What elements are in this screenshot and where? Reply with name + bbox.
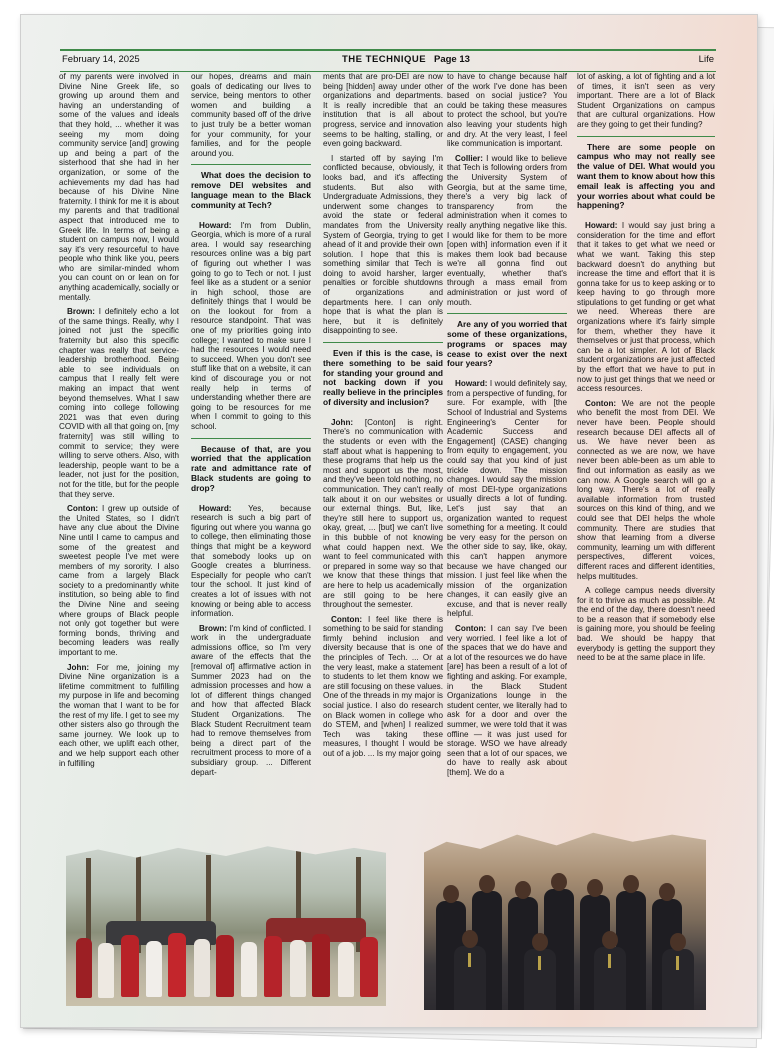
group-photo-outdoors xyxy=(66,843,386,1006)
article-paragraph xyxy=(191,72,311,158)
head xyxy=(462,930,478,948)
paragraph-text: For me, joining my Divine Nine organization is a lifetime commitment to fulfilling my purpose in life and becoming the woman that I want to be for the rest of my life. I get to see my other sisters also go through the same journey. We look up to each other, we uplift each other, and we help support each other in fulfilling xyxy=(59,662,179,768)
interview-question: What does the decision to remove DEI websites and language mean to the Black community at Tech? xyxy=(191,164,311,210)
article-paragraph xyxy=(59,663,179,769)
paragraph-text: I started off by saying I'm conflicted because, obviously, it looks bad, and it's affecting students. But also with Undergraduate Admissions, they underwent some changes to avoid the state or federal mandates from the University System of Georgia, trying to get ahead of it and provide their own solution. I hope that this is something similar that Tech is doing to avoid harsher, larger penalties or forcible shutdowns of organizations and departments here. I can only hope that is what the plan is here, but it is definitely disappointing to see. xyxy=(323,153,443,336)
head xyxy=(479,875,495,893)
speaker-name: Conton: xyxy=(67,504,99,514)
paragraph-text: to have to change because half of the work I've done has been based on social justice? You could be taking these measures to protect the school, but you're also leaving your students high and dry. At the very least, I feel like communication is important. xyxy=(447,72,567,149)
paragraph-text: lot of asking, a lot of fighting and a lot of times, it isn't seen as very important. There are a lot of Black Student Organizations on campus that are cultural organizations. How are they going to get their funding? xyxy=(577,72,715,129)
speaker-name: Howard: xyxy=(199,503,232,513)
article-paragraph xyxy=(323,72,443,149)
article-paragraph xyxy=(447,154,567,308)
article-paragraph xyxy=(447,379,567,619)
head xyxy=(659,883,675,901)
paragraph-text: I can say I've been very worried. I feel like a lot of the spaces that we do have and a lot of the resources we do have [are] has been a result of a lot of fighting and asking. For example, in the Black Student Organizations lounge in the student center, we literally had to ask for a door and over the summer, we were told that it was offline — it was just used for storage. WSO we have already seen that a lot of our spaces, we do have to really ask about [them]. We do a xyxy=(447,624,567,777)
article-column-2 xyxy=(191,72,311,782)
interview-question: Even if this is the case, is there something to be said for standing your ground and not backing down if you really believe in the principles of diversity and inclusion? xyxy=(323,342,443,408)
speaker-name: Howard: xyxy=(585,221,618,231)
article-column-3 xyxy=(323,72,443,764)
paragraph-text: Yes, because research is such a big part of figuring out where you wanna go to college, then eliminating those things that might be a keyword that somebody looks up on Google creates a blurriness. Especially for people who can't tour the school. It just kind of creates a lot of issues with not knowing or being able to access information. xyxy=(191,503,311,619)
person xyxy=(168,933,186,997)
interview-question: Because of that, are you worried that the application rate and admittance rate of Black students are going to drop? xyxy=(191,438,311,494)
article-paragraph xyxy=(59,504,179,658)
head xyxy=(602,931,618,949)
speaker-name: Howard: xyxy=(455,379,488,389)
person xyxy=(76,938,92,998)
paragraph-text: [Conton] is right. There's no communication with the students or even with the staff about what is happening to these programs that help us the most and support us the most, and they've been told nothing, no communication. They can't really talk about it on our websites or our external things. But, like, they're still here to support us, okay, great, ... [but] we can't live in this bubble of not knowing what could happen next. We want to feel communicated with or prepared in some way so that we know that these things that are here to help us academically are still going to be here throughout the semester. xyxy=(323,417,443,610)
paragraph-text: A college campus needs diversity for it to thrive as much as possible. At the end of the day, there doesn't need to be a reason that if somebody else is gaining more, you should be feeling bad. We should be happy that everybody is getting the support they need to be at the same place in life. xyxy=(577,586,715,663)
paragraph-text: I feel like there is something to be said for standing firmly behind inclusion and diversity because that is one of the principles of Tech. ... Or at the very least, make a statement to students to let them know we are still focusing on these values. One of the threads in my major is social justice. I also do research on Black women in college who do STEM, and [when] I realized Tech was taking these measures, I thought I would be out of a job. ... Is my major going xyxy=(323,614,444,758)
person xyxy=(338,942,354,997)
person xyxy=(194,939,210,997)
section-name: Life xyxy=(698,54,714,65)
speaker-name: Howard: xyxy=(199,220,232,230)
person xyxy=(290,940,306,997)
tie xyxy=(538,956,541,970)
speaker-name: Brown: xyxy=(67,307,95,317)
article-paragraph xyxy=(191,221,311,432)
tie xyxy=(468,953,471,967)
person xyxy=(312,934,330,997)
photo-strip xyxy=(66,825,706,1010)
interview-question: There are some people on campus who may not really see the value of DEI. What would you want them to know about how this email leak is affecting you and your worries about what could be happening? xyxy=(577,136,715,212)
article-paragraph xyxy=(323,418,443,610)
issue-date: February 14, 2025 xyxy=(62,54,140,65)
tie xyxy=(608,954,611,968)
speaker-name: Brown: xyxy=(199,623,227,633)
paragraph-text: I grew up outside of the United States, so I didn't have any clue about the Divine Nine until I came to campus and some of the greatest and sweetest people I've met were members of my sorority. I also came from a largely Black society to a predominantly white institution, so being able to find the Divine Nine and seeing where groups of Black people not only got together but were forming bonds, thriving and becoming leaders was really important to me. xyxy=(59,504,179,658)
article-column-5 xyxy=(577,72,715,668)
speaker-name: Collier: xyxy=(455,153,483,163)
speaker-name: Conton: xyxy=(455,624,487,634)
publication-name: THE TECHNIQUE xyxy=(342,54,427,65)
article-column-1 xyxy=(59,72,179,773)
newspaper-page xyxy=(20,14,758,1028)
paragraph-text: of my parents were involved in Divine Nine Greek life, so growing up around them and having an understanding of some of the values and ideals that they hold, ... whether it was seeing my mom doing community service [and] growing up and being a part of the sisterhood that she had in her organization, or some of the achievements my dad has had because of his Divine Nine fraternity. I think for me it is about my parents and that traditional aspect that introduced me to Greek life. In terms of being a student on campus now, I would say it's very resourceful to have people who think like you, peers who are similar-minded whom you can count on or lean on for anything academically, socially or mentally. xyxy=(59,72,179,302)
paragraph-text: I would like to believe that Tech is following orders from the University System of Georgia, but at the same time, there's a very big lack of transparency from the administration when it comes to really anything negative like this. I would like for them to be more [open with] information even if it makes them look bad because we're all gonna find out eventually, whether that's through a mass email from administration or just word of mouth. xyxy=(447,153,568,307)
paragraph-text: I definitely echo a lot of the same things. Really, why I joined not just the specific fraternity but also this specific chapter was really that service-leadership brotherhood. Being able to see individuals on campus that I really felt were making an impact that went beyond themselves. What I saw coming into college following 2021 was that even during COVID with all that going on, [my fraternity] was still willing to commit to service; they were willing to serve others. Also, with leadership, people want to be a leader, not just for the position, not for the title, but for the people that they serve. xyxy=(59,307,179,499)
article-paragraph xyxy=(323,615,443,759)
article-paragraph xyxy=(577,72,715,130)
paragraph-text: I'm from Dublin, Georgia, which is more of a rural area. I would say researching resources online was a big part of figuring out whether I was going to go to Tech or not. I just feel like as a student or a senior in high school, those are definitely things that I would be on the lookout for from a resource standpoint. That was one of my priorities going into college; I wanted to make sure I had the resources I would need to succeed. When you don't see stuff like that on a website, it can kind of discourage you or not really help in terms of understanding whether there are going to be resources for me when I commit to going to this school. xyxy=(191,220,311,431)
head xyxy=(515,881,531,899)
paragraph-text: I would say just bring a consideration for the time and effort that it takes to get what we need or what we want. Taking this step backward doesn't do anything but increase the time and effort that it is gonna take for us to keep asking or to keep having to go through more stipulations to get funding or get what we need. Whereas there are organizations where it's fairly simple for them, whether they have it themselves or just that process, which can be a lot simpler. A lot of Black student organizations are just affected by the effort that we have to put in now to just get things that we need or access resources. xyxy=(577,221,715,394)
article-paragraph xyxy=(59,307,179,499)
head xyxy=(670,933,686,951)
head xyxy=(532,933,548,951)
speaker-name: Conton: xyxy=(331,614,363,624)
speaker-name: John: xyxy=(67,662,90,672)
paragraph-text: our hopes, dreams and main goals of dedicating our lives to service, being mentors to other women and building a community based off of the drive to just truly be a better woman for your community, for your families, and for the people around you. xyxy=(191,72,311,158)
person xyxy=(216,935,234,997)
speaker-name: Conton: xyxy=(585,398,617,408)
person xyxy=(98,943,114,998)
person xyxy=(146,941,162,997)
article-paragraph xyxy=(191,624,311,778)
page-number: Page 13 xyxy=(434,54,470,65)
speaker-name: John: xyxy=(331,417,354,427)
tie xyxy=(676,956,679,970)
group-photo-suits xyxy=(424,831,706,1010)
article-paragraph xyxy=(447,624,567,778)
paragraph-text: I'm kind of conflicted. I work in the undergraduate admissions office, so I'm very aware of the effects that the [removal of] affirmative action in Summer 2023 had on the admission processes and how a lot of different things changed and how that affected Black Student Organizations. The Black Student Recruitment team had to remove themselves from being a direct part of the recruitment process to more of a subsidiary group. ... Different depart- xyxy=(191,623,311,777)
head xyxy=(443,885,459,903)
article-paragraph xyxy=(59,72,179,302)
paragraph-text: ments that are pro-DEI are now being [hidden] away under other organizations and departments. It is really incredible that an institution that is all about progress, service and innovation seems to be halting, stalling, or even going backward. xyxy=(323,72,443,149)
head xyxy=(623,875,639,893)
person xyxy=(264,936,282,997)
article-column-4 xyxy=(447,72,567,783)
article-paragraph xyxy=(577,399,715,581)
person xyxy=(241,942,257,997)
head xyxy=(587,879,603,897)
masthead xyxy=(60,49,716,72)
article-paragraph xyxy=(577,221,715,394)
article-paragraph xyxy=(191,504,311,619)
article-paragraph xyxy=(577,586,715,663)
person xyxy=(360,937,378,997)
article-paragraph xyxy=(323,154,443,336)
article-paragraph xyxy=(447,72,567,149)
paragraph-text: I would definitely say, from a perspective of funding, for sure. For example, with [the School of Industrial and Systems Engineering's Center for Academic Success and Engagement] (CASE) changing from equity to engagement, you could say that you kind of just trickle down. The mission changes. I would say the mission of most DEI-type organizations usually directs a lot of funding. Let's just say that an organization wanted to request something for a meeting. It could be very easy for the person on the other side to say, like, okay, this can't happen anymore because we have changed our mission. I just feel like when the mission of the organization changes, it can easily give an excuse, and that is never really helpful. xyxy=(447,379,568,619)
person xyxy=(121,935,139,997)
head xyxy=(551,873,567,891)
paragraph-text: We are not the people who benefit the most from DEI. We never have been. People should research because DEI affects all of us. We have never been as connected as we are now, we have never been able-been as um able to find out information as easily as we can now. A Google search will go a long way. There's a lot of really available information from trusted sources on this kind of thing, and we could see that DEI helps the whole community. There are studies that show that learning from a diverse community, learning um with different perspectives, different voices, different races and different identities, helps multitudes. xyxy=(577,398,715,581)
interview-question: Are any of you worried that some of these organizations, programs or spaces may cease to exist over the next four years? xyxy=(447,313,567,369)
